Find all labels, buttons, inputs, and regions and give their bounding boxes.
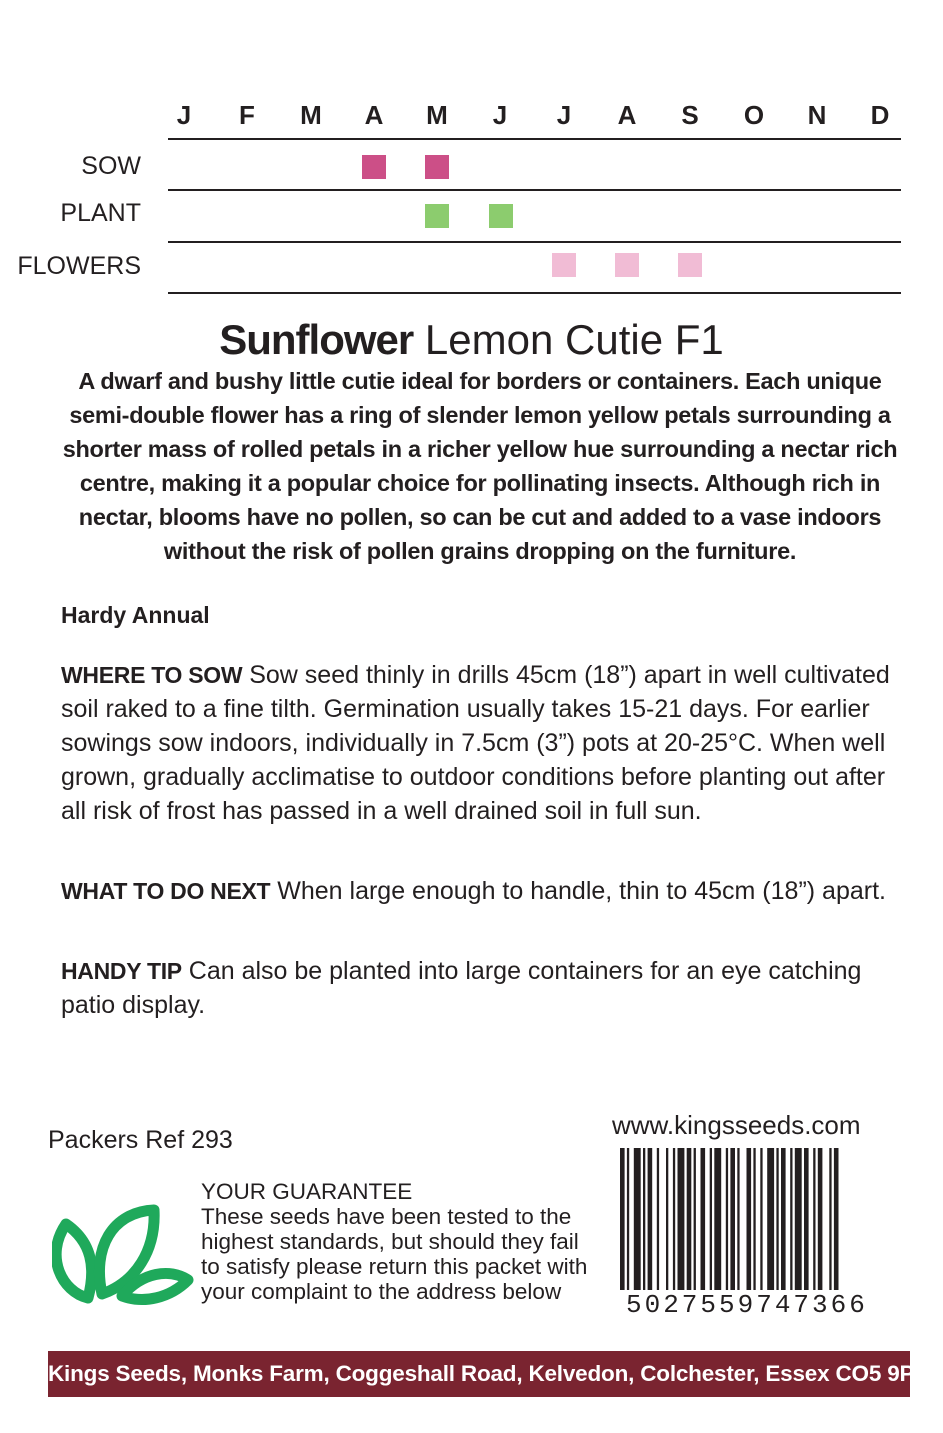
barcode-bar: [687, 1148, 692, 1290]
section-label: WHERE TO SOW: [61, 662, 243, 688]
barcode-bar: [701, 1148, 706, 1290]
row-label-flowers: FLOWERS: [17, 252, 141, 280]
month-label: M: [300, 100, 322, 130]
plant-type: Hardy Annual: [61, 602, 210, 628]
barcode-bar: [694, 1148, 696, 1290]
sowing-calendar: [0, 0, 943, 300]
calendar-mark-plant: [425, 204, 449, 228]
guarantee-block: [201, 1179, 601, 1304]
calendar-mark-plant: [489, 204, 513, 228]
barcode-bar: [678, 1148, 685, 1290]
barcode-bar: [726, 1148, 728, 1290]
month-label: M: [426, 100, 448, 130]
barcode-bar: [714, 1148, 721, 1290]
month-label: F: [239, 100, 255, 130]
barcode-bar: [795, 1148, 802, 1290]
divider: [168, 138, 901, 140]
divider: [168, 292, 901, 294]
barcode-bar: [767, 1148, 774, 1290]
barcode-bar: [657, 1148, 659, 1290]
product-description: A dwarf and bushy little cutie ideal for borders or containers. Each unique semi-double flower has a ring of slender lemon yellow petals surrounding a shorter mass of rolled petals in a richer yellow hue surrounding a nectar rich centre, making it a popular choice for pollinating insects. Although rich in nectar, blooms have no pollen, so can be cut and added to a vase indoors without the risk of pollen grains dropping on the furniture.: [62, 368, 898, 564]
barcode-bar: [648, 1148, 653, 1290]
month-label: J: [492, 100, 508, 130]
leaf-logo-icon: [52, 1202, 194, 1306]
barcode-bar: [790, 1148, 792, 1290]
calendar-mark-flowers: [552, 253, 576, 277]
company-address: Kings Seeds, Monks Farm, Coggeshall Road, Kelvedon, Colchester, Essex CO5 9PG: [48, 1361, 932, 1386]
barcode-bar: [737, 1148, 739, 1290]
barcode-bar: [666, 1148, 668, 1290]
where-to-sow-section: [61, 658, 911, 828]
month-label: A: [617, 100, 637, 130]
barcode-bar: [829, 1148, 831, 1290]
month-label: O: [743, 100, 765, 130]
guarantee-title: YOUR GUARANTEE: [201, 1179, 413, 1204]
address-bar: [48, 1351, 932, 1397]
calendar-mark-sow: [362, 155, 386, 179]
divider: [168, 189, 901, 191]
barcode-bar: [673, 1148, 675, 1290]
barcode-bar: [643, 1148, 645, 1290]
packers-ref: Packers Ref 293: [48, 1126, 233, 1154]
handy-tip-section: [61, 954, 911, 1022]
barcode-bar: [804, 1148, 809, 1290]
section-label: HANDY TIP: [61, 958, 182, 984]
section-text: Sow seed thinly in drills 45cm (18”) apart in well cultivated soil raked to a fine tilth. Germination usually takes 15-21 days. For earlier sowings sow indoors, individually in 7.5cm (3”) pots at 20-25°C. When well grown, gradually acclimatise to outdoor conditions before planting out after all risk of frost has passed in a well drained soil in full sun.: [61, 661, 890, 825]
what-to-do-next-section: [61, 874, 911, 908]
barcode-number: 5027559747366: [626, 1290, 868, 1320]
calendar-mark-sow: [425, 155, 449, 179]
barcode-bar: [620, 1148, 625, 1290]
barcode-bar: [627, 1148, 629, 1290]
barcode-bar: [634, 1148, 641, 1290]
divider: [168, 241, 901, 243]
barcode-bar: [747, 1148, 752, 1290]
barcode-bar: [776, 1148, 778, 1290]
barcode-bar: [760, 1148, 762, 1290]
calendar-mark-flowers: [615, 253, 639, 277]
barcode-bar: [834, 1148, 839, 1290]
product-title-variety: Lemon Cutie F1: [413, 316, 724, 363]
product-title-bold: Sunflower: [219, 316, 414, 363]
section-label: WHAT TO DO NEXT: [61, 878, 271, 904]
section-text: When large enough to handle, thin to 45cm (18”) apart.: [270, 877, 886, 905]
barcode-bar: [818, 1148, 823, 1290]
barcode-bar: [753, 1148, 755, 1290]
barcode: [618, 1148, 908, 1290]
row-label-plant: PLANT: [60, 199, 141, 227]
website-link[interactable]: www.kingsseeds.com: [612, 1110, 861, 1140]
month-label: J: [556, 100, 572, 130]
calendar-mark-flowers: [678, 253, 702, 277]
product-title: [0, 316, 943, 364]
month-label: N: [807, 100, 827, 130]
month-label: D: [870, 100, 890, 130]
month-label: J: [176, 100, 192, 130]
row-label-sow: SOW: [81, 152, 141, 180]
barcode-bar: [710, 1148, 712, 1290]
month-label: A: [364, 100, 384, 130]
guarantee-text: These seeds have been tested to the highest standards, but should they fail to satisfy please return this packet with your complaint to the address below: [201, 1204, 588, 1304]
barcode-bar: [813, 1148, 815, 1290]
barcode-bar: [730, 1148, 735, 1290]
barcode-bar: [781, 1148, 786, 1290]
section-text: Can also be planted into large containers for an eye catching patio display.: [61, 957, 862, 1019]
month-label: S: [681, 100, 699, 130]
